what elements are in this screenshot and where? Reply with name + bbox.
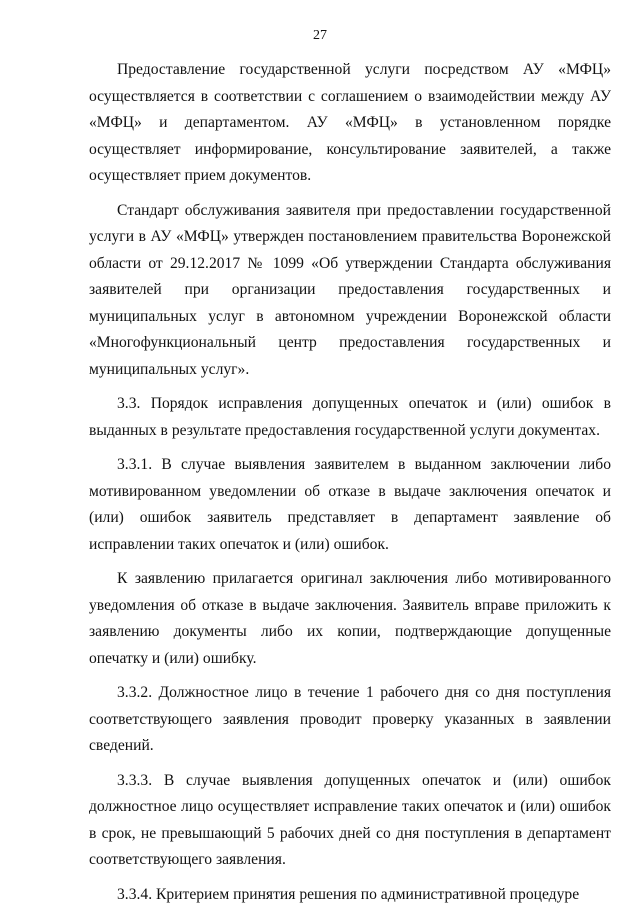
paragraph-section-3-3-3: 3.3.3. В случае выявления допущенных опечаток и (или) ошибок должностное лицо осуществляет исправление таких опечаток и (или) ошибок в срок, не превышающий 5 рабочих дней со дня поступления в департамент соответствующего заявления.	[89, 771, 611, 868]
paragraph-section-3-3-4: 3.3.4. Критерием принятия решения по административной процедуре	[117, 885, 580, 903]
page-number: 27	[313, 28, 327, 43]
paragraph-section-3-3-1: 3.3.1. В случае выявления заявителем в выданном заключении либо мотивированном уведомлении об отказе в выдаче заключения опечаток и (или) ошибок заявитель представляет в департамент заявление об исправлении таких опечаток и (или) ошибок.	[89, 456, 611, 553]
paragraph-attachments: К заявлению прилагается оригинал заключения либо мотивированного уведомления об отказе в выдаче заключения. Заявитель вправе приложить к заявлению документы либо их копии, подтверждающие допущенные опечатку и (или) ошибку.	[89, 570, 611, 667]
paragraph-section-3-3: 3.3. Порядок исправления допущенных опечаток и (или) ошибок в выданных в результате предоставления государственной услуги документах.	[89, 395, 611, 439]
paragraph-section-3-3-2: 3.3.2. Должностное лицо в течение 1 рабочего дня со дня поступления соответствующего заявления проводит проверку указанных в заявлении сведений.	[89, 684, 611, 754]
paragraph-service-standard: Стандарт обслуживания заявителя при предоставлении государственной услуги в АУ «МФЦ» утвержден постановлением правительства Воронежской области от 29.12.2017 № 1099 «Об утверждении Стандарта обслуживания заявителей при организации предоставления государственных и муниципальных услуг в автономном учреждении Воронежской области «Многофункциональный центр предоставления государственных и муниципальных услуг».	[89, 201, 611, 378]
body-text	[89, 57, 611, 916]
paragraph-mfc-provision: Предоставление государственной услуги посредством АУ «МФЦ» осуществляется в соответствии с соглашением о взаимодействии между АУ «МФЦ» и департаментом. АУ «МФЦ» в установленном порядке осуществляет информирование, консультирование заявителей, а также осуществляет прием документов.	[89, 61, 611, 184]
